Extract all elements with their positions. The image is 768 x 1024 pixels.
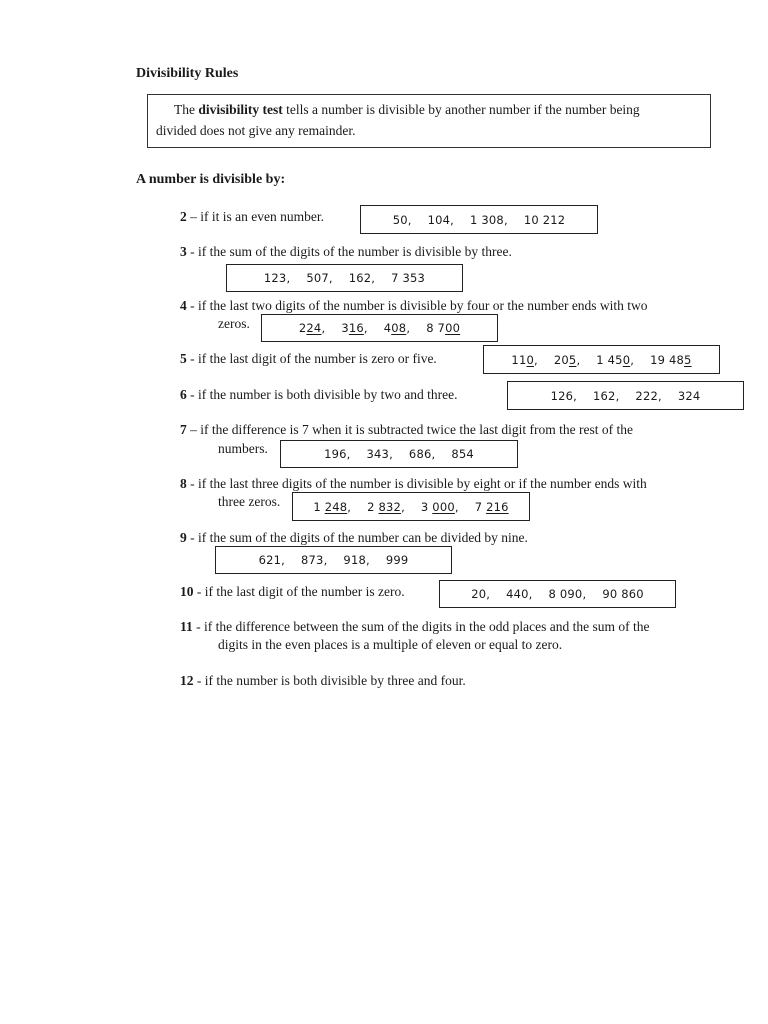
rules-subheading: A number is divisible by: — [136, 172, 286, 187]
example-digits: 7 353 — [391, 271, 426, 285]
example-number — [554, 353, 577, 367]
example-separator: , — [407, 212, 412, 227]
example-number — [426, 321, 460, 335]
rule-text: if the number is both divisible by three and four. — [204, 673, 466, 688]
example-number — [409, 447, 432, 461]
example-underlined-digits: 00 — [445, 321, 461, 335]
example-separator: , — [328, 271, 333, 285]
example-digits: 621 — [258, 553, 282, 567]
rule-text: if the difference is 7 when it is subtracted twice the last digit from the rest of the — [200, 422, 633, 437]
rule-9 — [180, 530, 528, 546]
rule-sep: – — [186, 422, 201, 437]
example-underlined-digits: 248 — [324, 499, 348, 514]
rule-number: 2 — [180, 209, 187, 224]
example-digits: 196 — [324, 447, 347, 461]
example-underlined-digits: 5 — [684, 352, 692, 367]
example-separator: , — [657, 388, 662, 403]
example-number — [524, 213, 565, 227]
rule-sep: - — [186, 298, 198, 313]
example-underlined-digits: 5 — [568, 352, 577, 367]
example-digits: 8 090 — [548, 587, 583, 601]
example-separator: , — [281, 553, 285, 567]
rule-number: 8 — [180, 476, 187, 491]
example-underlined-digits: 16 — [348, 321, 364, 335]
example-number — [393, 213, 408, 227]
example-digits: 104 — [427, 212, 451, 227]
rule-text: if the last digit of the number is zero. — [204, 584, 405, 599]
example-separator: , — [406, 321, 411, 335]
example-underlined-digits: 0 — [622, 352, 631, 367]
example-number — [470, 213, 504, 227]
rule-8 — [180, 476, 647, 492]
rule-4 — [180, 298, 648, 314]
rule-number: 7 — [180, 422, 187, 437]
example-digits: 20 — [471, 587, 487, 601]
rule-text: if the number is both divisible by two and three. — [198, 387, 458, 402]
example-separator: , — [528, 587, 533, 601]
rule-number: 9 — [180, 530, 187, 545]
definition-box — [147, 94, 711, 148]
example-separator: , — [365, 553, 370, 567]
example-digits: 2 — [367, 499, 379, 514]
example-digits: 20 — [553, 352, 569, 367]
example-number — [349, 271, 372, 285]
example-digits: 507 — [306, 271, 329, 285]
example-underlined-digits: 832 — [378, 499, 402, 514]
example-digits: 999 — [385, 553, 409, 567]
example-number — [511, 353, 534, 367]
rule-12 — [180, 673, 466, 689]
example-digits: 11 — [511, 352, 527, 367]
example-separator: , — [503, 212, 508, 227]
example-separator: , — [486, 587, 491, 601]
example-separator: , — [389, 447, 393, 461]
example-underlined-digits: 000 — [432, 499, 455, 514]
example-number — [367, 447, 390, 461]
example-digits: 343 — [366, 447, 390, 461]
rule-text: if it is an even number. — [200, 209, 324, 224]
example-digits: 686 — [408, 447, 432, 461]
example-digits: 3 — [420, 499, 433, 514]
example-number — [264, 271, 287, 285]
example-number — [650, 353, 691, 367]
definition-line-1 — [156, 99, 702, 120]
example-number — [475, 500, 509, 514]
example-digits: 440 — [506, 587, 529, 601]
example-number — [635, 389, 658, 403]
example-number — [602, 587, 643, 601]
example-digits: 90 860 — [602, 587, 644, 601]
example-separator: , — [321, 321, 326, 335]
rule-2 — [180, 209, 324, 225]
example-separator: , — [431, 447, 436, 461]
rule-sep: - — [186, 351, 198, 366]
example-separator: , — [347, 499, 352, 514]
example-separator: , — [582, 587, 587, 601]
examples-box-2 — [360, 205, 598, 234]
example-separator: , — [454, 499, 459, 514]
rule-number: 5 — [180, 351, 187, 366]
example-digits: 7 — [474, 499, 487, 514]
rule-3 — [180, 244, 512, 260]
example-underlined-digits: 08 — [391, 321, 407, 335]
rule-text: if the sum of the digits of the number can be divided by nine. — [198, 530, 528, 545]
example-digits: 4 — [383, 321, 392, 335]
rule-number: 12 — [180, 673, 194, 688]
examples-box-4 — [261, 314, 498, 342]
example-digits: 222 — [635, 388, 658, 403]
example-number — [596, 353, 630, 367]
rule-number: 11 — [180, 619, 193, 634]
example-separator: , — [630, 352, 635, 367]
rule-sep: - — [192, 619, 205, 634]
definition-post: tells a number is divisible by another number if the number being — [282, 102, 640, 117]
rule-6 — [180, 387, 457, 403]
rule-8-line-2: three zeros. — [218, 494, 281, 509]
rule-text: if the last digit of the number is zero or five. — [198, 351, 437, 366]
example-number — [428, 213, 451, 227]
example-digits: 1 308 — [470, 212, 504, 227]
rule-7 — [180, 422, 721, 438]
example-number — [421, 500, 455, 514]
example-separator: , — [573, 388, 577, 403]
example-digits: 8 7 — [426, 321, 446, 335]
example-digits: 873 — [301, 553, 324, 567]
examples-box-10 — [439, 580, 676, 608]
definition-term: divisibility test — [198, 102, 283, 117]
example-underlined-digits: 0 — [526, 352, 534, 367]
example-number — [593, 389, 616, 403]
rule-text: if the last two digits of the number is divisible by four or the number ends with two — [198, 298, 648, 313]
rule-text: if the last three digits of the number is divisible by eight or if the number ends with — [198, 476, 647, 491]
rule-sep: - — [193, 673, 205, 688]
example-number — [506, 587, 529, 601]
example-separator: , — [371, 271, 376, 285]
definition-line-2: divided does not give any remainder. — [156, 123, 356, 138]
example-number — [391, 271, 425, 285]
rule-sep: – — [186, 209, 201, 224]
rule-text: if the sum of the digits of the number is divisible by three. — [198, 244, 512, 259]
examples-box-6 — [507, 381, 744, 410]
example-number — [324, 447, 347, 461]
example-number — [341, 321, 364, 335]
example-number — [301, 553, 324, 567]
example-separator: , — [286, 271, 291, 285]
example-number — [471, 587, 486, 601]
example-number — [259, 553, 282, 567]
examples-box-7 — [280, 440, 518, 468]
example-digits: 3 — [341, 321, 349, 335]
example-separator: , — [450, 212, 455, 227]
example-digits: 126 — [550, 388, 574, 403]
rule-sep: - — [186, 530, 198, 545]
example-separator: , — [363, 321, 368, 335]
rule-sep: - — [193, 584, 205, 599]
rule-text: if the difference between the sum of the digits in the odd places and the sum of the — [204, 619, 650, 634]
example-digits: 10 212 — [523, 212, 566, 227]
example-digits: 2 — [298, 321, 307, 335]
example-separator: , — [346, 447, 351, 461]
rule-sep: - — [186, 387, 198, 402]
rule-sep: - — [186, 244, 198, 259]
example-number — [386, 553, 409, 567]
rule-4-line-2: zeros. — [218, 316, 250, 331]
rule-11-line-2: digits in the even places is a multiple of eleven or equal to zero. — [218, 637, 563, 652]
rule-sep: - — [186, 476, 198, 491]
example-number — [367, 500, 401, 514]
example-separator: , — [323, 553, 328, 567]
examples-box-8 — [292, 492, 530, 521]
example-number — [299, 321, 322, 335]
rule-11 — [180, 619, 721, 635]
example-separator: , — [576, 352, 581, 367]
examples-box-3 — [226, 264, 463, 292]
example-underlined-digits: 24 — [306, 321, 322, 335]
example-digits: 19 48 — [650, 352, 685, 367]
example-digits: 50 — [392, 212, 408, 227]
example-number — [451, 447, 474, 461]
page-title: Divisibility Rules — [136, 66, 239, 81]
rule-number: 4 — [180, 298, 187, 313]
rule-5 — [180, 351, 437, 367]
rule-number: 6 — [180, 387, 187, 402]
example-digits: 123 — [263, 271, 287, 285]
example-digits: 1 — [313, 499, 325, 514]
example-digits: 854 — [451, 447, 474, 461]
example-digits: 1 45 — [596, 352, 623, 367]
example-number — [549, 587, 583, 601]
example-separator: , — [401, 499, 405, 514]
example-number — [306, 271, 329, 285]
example-number — [343, 553, 366, 567]
examples-box-5 — [483, 345, 720, 374]
examples-box-9 — [215, 546, 452, 574]
example-number — [678, 389, 701, 403]
rule-7-line-2: numbers. — [218, 441, 268, 456]
example-digits: 162 — [593, 388, 616, 403]
example-number — [384, 321, 407, 335]
example-number — [313, 500, 347, 514]
definition-pre: The — [174, 102, 199, 117]
example-digits: 918 — [343, 553, 366, 567]
rule-number: 3 — [180, 244, 187, 259]
example-underlined-digits: 216 — [486, 499, 509, 514]
rule-number: 10 — [180, 584, 194, 599]
example-separator: , — [615, 388, 620, 403]
example-separator: , — [534, 352, 538, 367]
rule-10 — [180, 584, 405, 600]
example-digits: 324 — [677, 388, 701, 403]
example-digits: 162 — [348, 271, 372, 285]
example-number — [551, 389, 574, 403]
